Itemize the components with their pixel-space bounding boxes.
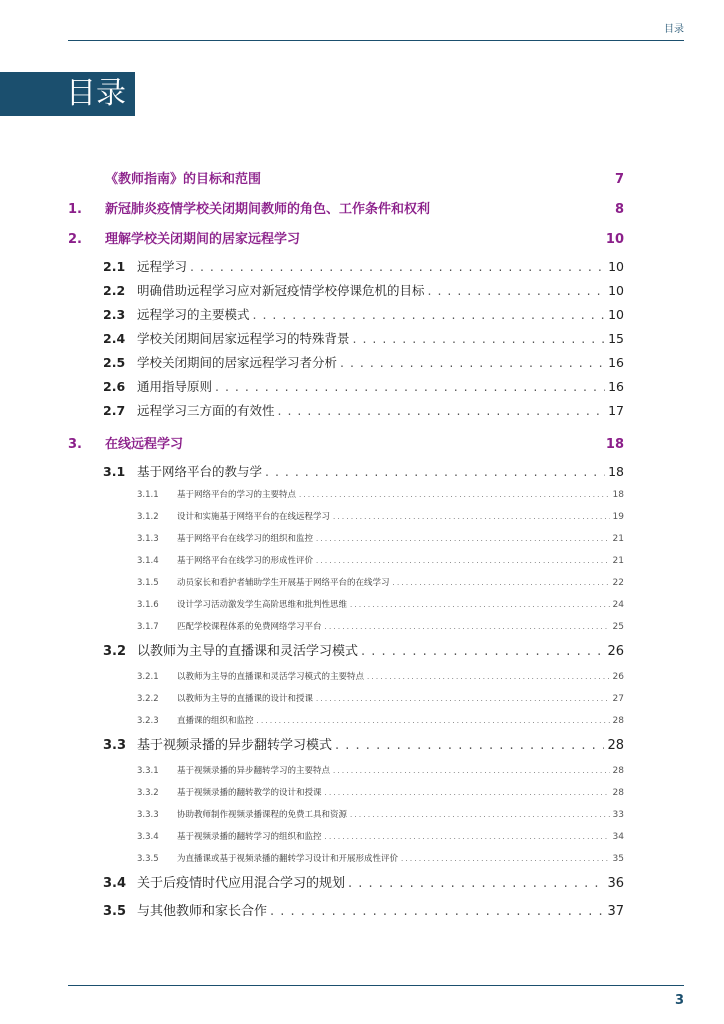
toc-entry-sub[interactable]: [68, 688, 624, 710]
toc-entry-section[interactable]: [68, 870, 624, 898]
toc-entry-label: 在线远程学习: [105, 437, 184, 452]
toc-entry-page: 18: [608, 464, 624, 479]
toc-entry-number: 2.6: [103, 379, 126, 394]
toc-entry-label: 新冠肺炎疫情学校关闭期间教师的角色、工作条件和权利: [105, 202, 431, 217]
toc-entry-page: 35: [612, 854, 624, 864]
toc-dot-leader: [333, 506, 610, 528]
toc-dot-leader: [253, 303, 606, 327]
toc-entry-label: 设计和实施基于网络平台的在线远程学习: [177, 512, 331, 522]
toc-dot-leader: [350, 594, 610, 616]
toc-dot-leader: [265, 460, 605, 484]
toc-entry-sub[interactable]: [68, 760, 624, 782]
toc-entry-page: 21: [612, 534, 624, 544]
toc-entry-sub[interactable]: [68, 594, 624, 616]
toc-entry-number: 3.5: [103, 904, 127, 919]
running-header-title: 目录: [664, 24, 684, 35]
toc-dot-leader: [299, 484, 610, 506]
toc-entry-page: 10: [608, 307, 624, 322]
toc-dot-leader: [278, 399, 606, 423]
toc-entry-label: 基于网络平台的学习的主要特点: [177, 490, 297, 500]
toc-entry-label: 基于视频录播的异步翻转学习的主要特点: [177, 766, 331, 776]
toc-entry-page: 19: [612, 512, 624, 522]
toc-entry-number: 1.: [68, 202, 82, 217]
toc-dot-leader: [367, 666, 610, 688]
toc-entry-number: 3.: [68, 437, 82, 452]
toc-entry-number: 3.3.1: [137, 766, 159, 776]
toc-entry-section[interactable]: [68, 638, 624, 666]
toc-entry-page: 17: [608, 403, 624, 418]
toc-entry-label: 协助教师制作视频录播课程的免费工具和资源: [177, 810, 348, 820]
toc-dot-leader: [325, 782, 610, 804]
toc-entry-label: 《教师指南》的目标和范围: [105, 172, 262, 187]
toc-entry-number: 3.2.2: [137, 694, 159, 704]
toc-entry-number: 3.3.3: [137, 810, 159, 820]
toc-entry-label: 为直播课或基于视频录播的翻转学习设计和开展形成性评价: [177, 854, 399, 864]
toc-dot-leader: [257, 710, 610, 732]
toc-entry-label: 以教师为主导的直播课和灵活学习模式的主要特点: [177, 672, 365, 682]
toc-entry-page: 8: [614, 202, 624, 217]
toc-entry-number: 3.2.1: [137, 672, 159, 682]
toc-entry-label: 与其他教师和家长合作: [137, 904, 268, 919]
toc-entry-page: 26: [607, 644, 624, 659]
toc-entry-page: 10: [608, 259, 624, 274]
toc-dot-leader: [215, 375, 605, 399]
toc-entry-page: 33: [612, 810, 624, 820]
toc-entry-number: 3.3.2: [137, 788, 159, 798]
toc-dot-leader: [401, 848, 610, 870]
toc-entry-section[interactable]: [68, 898, 624, 926]
toc-entry-number: 3.1.2: [137, 512, 159, 522]
toc-dot-leader: [335, 732, 604, 760]
toc-entry-section[interactable]: [68, 399, 624, 423]
toc-entry-sub[interactable]: [68, 506, 624, 528]
toc-entry-number: 3.3.5: [137, 854, 159, 864]
toc-entry-section[interactable]: [68, 303, 624, 327]
toc-entry-label: 关于后疫情时代应用混合学习的规划: [137, 876, 346, 891]
toc-entry-section[interactable]: [68, 375, 624, 399]
toc-dot-leader: [270, 898, 604, 926]
toc-entry-section[interactable]: [68, 460, 624, 484]
toc-entry-number: 3.4: [103, 876, 127, 891]
toc-entry-number: 2.2: [103, 283, 126, 298]
toc-entry-number: 3.1: [103, 464, 126, 479]
toc-entry-number: 2.5: [103, 355, 126, 370]
toc-entry-label: 基于网络平台的教与学: [137, 464, 263, 479]
toc-entry-number: 2.1: [103, 259, 126, 274]
toc-entry-label: 设计学习活动激发学生高阶思维和批判性思维: [177, 600, 348, 610]
toc-entry-label: 理解学校关闭期间的居家远程学习: [105, 232, 301, 247]
toc-entry-page: 15: [608, 331, 624, 346]
toc-entry-label: 基于视频录播的异步翻转学习模式: [137, 738, 333, 753]
toc-dot-leader: [325, 826, 610, 848]
toc-entry-label: 远程学习的主要模式: [137, 307, 250, 322]
toc-entry-number: 2.4: [103, 331, 126, 346]
toc-entry-chapter[interactable]: [68, 225, 624, 255]
toc-entry-chapter[interactable]: [68, 195, 624, 225]
toc-entry-label: 基于网络平台在线学习的组织和监控: [177, 534, 314, 544]
toc-entry-section[interactable]: [68, 351, 624, 375]
toc-entry-page: 16: [608, 379, 624, 394]
toc-entry-page: 21: [612, 556, 624, 566]
toc-dot-leader: [325, 616, 610, 638]
toc-entry-page: 18: [612, 490, 624, 500]
toc-entry-page: 22: [612, 578, 624, 588]
toc-entry-number: 3.1.4: [137, 556, 159, 566]
toc-entry-page: 16: [608, 355, 624, 370]
toc-entry-label: 匹配学校课程体系的免费网络学习平台: [177, 622, 322, 632]
toc-dot-leader: [428, 279, 606, 303]
toc-dot-leader: [316, 528, 610, 550]
toc-entry-chapter[interactable]: [68, 430, 624, 460]
toc-entry-sub[interactable]: [68, 710, 624, 732]
header-rule: [68, 40, 684, 41]
toc-entry-sub[interactable]: [68, 572, 624, 594]
toc-entry-number: 3.1.1: [137, 490, 159, 500]
toc-dot-leader: [361, 638, 604, 666]
toc-entry-page: 28: [612, 766, 624, 776]
toc-entry-sub[interactable]: [68, 616, 624, 638]
toc-entry-label: 直播课的组织和监控: [177, 716, 254, 726]
toc-entry-sub[interactable]: [68, 782, 624, 804]
toc-entry-sub[interactable]: [68, 528, 624, 550]
toc-entry-page: 7: [614, 172, 624, 187]
toc-entry-page: 27: [612, 694, 624, 704]
toc-entry-label: 基于视频录播的翻转学习的组织和监控: [177, 832, 322, 842]
toc-entry-page: 28: [612, 716, 624, 726]
toc-dot-leader: [333, 760, 610, 782]
toc-entry-page: 18: [605, 437, 624, 452]
toc-entry-section[interactable]: [68, 279, 624, 303]
page-title: 目录: [0, 72, 135, 116]
toc-entry-section[interactable]: [68, 327, 624, 351]
page-number: 3: [674, 993, 684, 1008]
toc-entry-label: 基于视频录播的翻转教学的设计和授课: [177, 788, 322, 798]
toc-entry-label: 以教师为主导的直播课的设计和授课: [177, 694, 314, 704]
toc-entry-sub[interactable]: [68, 826, 624, 848]
toc-entry-sub[interactable]: [68, 848, 624, 870]
toc-entry-label: 学校关闭期间的居家远程学习者分析: [137, 355, 338, 370]
toc-entry-label: 明确借助远程学习应对新冠疫情学校停课危机的目标: [137, 283, 425, 298]
toc-dot-leader: [393, 572, 610, 594]
toc-dot-leader: [353, 327, 606, 351]
toc-entry-label: 基于网络平台在线学习的形成性评价: [177, 556, 314, 566]
toc-dot-leader: [316, 550, 610, 572]
toc-entry-label: 远程学习三方面的有效性: [137, 403, 275, 418]
toc-dot-leader: [340, 351, 605, 375]
toc-entry-number: 2.: [68, 232, 82, 247]
toc-entry-sub[interactable]: [68, 666, 624, 688]
toc-entry-page: 25: [612, 622, 624, 632]
toc-entry-number: 3.2.3: [137, 716, 159, 726]
toc-dot-leader: [190, 255, 605, 279]
toc-entry-section[interactable]: [68, 732, 624, 760]
toc-dot-leader: [348, 870, 604, 898]
footer-rule: [68, 985, 684, 986]
toc-entry-page: 36: [607, 876, 624, 891]
toc-entry-label: 以教师为主导的直播课和灵活学习模式: [137, 644, 359, 659]
toc-entry-number: 2.3: [103, 307, 126, 322]
toc-entry-chapter[interactable]: [68, 165, 624, 195]
toc-entry-label: 动员家长和看护者辅助学生开展基于网络平台的在线学习: [177, 578, 390, 588]
toc-entry-number: 2.7: [103, 403, 126, 418]
toc-entry-sub[interactable]: [68, 804, 624, 826]
toc-entry-page: 34: [612, 832, 624, 842]
toc-entry-page: 10: [605, 232, 624, 247]
toc-dot-leader: [350, 804, 610, 826]
toc-entry-page: 10: [608, 283, 624, 298]
toc-entry-label: 通用指导原则: [137, 379, 213, 394]
toc-entry-number: 3.3: [103, 738, 127, 753]
toc-entry-number: 3.3.4: [137, 832, 159, 842]
toc-entry-sub[interactable]: [68, 484, 624, 506]
toc-dot-leader: [316, 688, 610, 710]
toc-entry-sub[interactable]: [68, 550, 624, 572]
table-of-contents: [68, 160, 624, 926]
toc-entry-page: 37: [607, 904, 624, 919]
toc-entry-page: 24: [612, 600, 624, 610]
toc-entry-section[interactable]: [68, 255, 624, 279]
toc-entry-number: 3.1.7: [137, 622, 159, 632]
toc-entry-page: 28: [612, 788, 624, 798]
toc-entry-number: 3.1.5: [137, 578, 159, 588]
toc-entry-number: 3.1.6: [137, 600, 159, 610]
toc-entry-label: 学校关闭期间居家远程学习的特殊背景: [137, 331, 350, 346]
toc-entry-page: 26: [612, 672, 624, 682]
toc-entry-page: 28: [607, 738, 624, 753]
toc-entry-number: 3.2: [103, 644, 127, 659]
toc-entry-label: 远程学习: [137, 259, 188, 274]
toc-entry-number: 3.1.3: [137, 534, 159, 544]
